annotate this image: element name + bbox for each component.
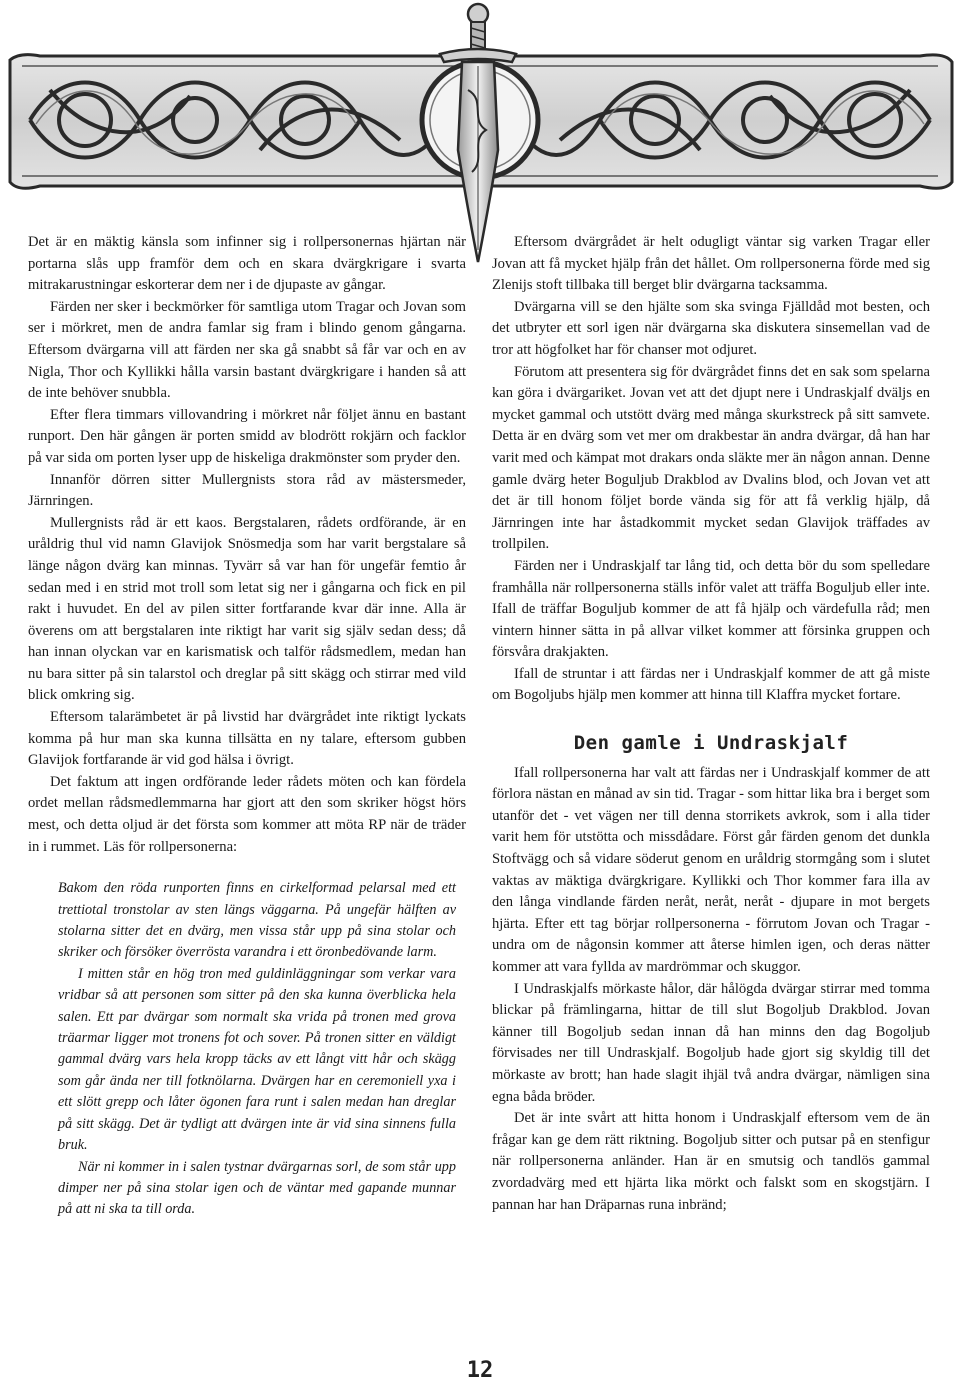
body-paragraph: Ifall de struntar i att färdas ner i Undraskjalf kommer de att gå miste om Bogoljubs hjälp men kommer att hinna till Klaffra mycket fortare.: [492, 665, 930, 704]
right-column: [492, 232, 930, 1216]
body-paragraph: Eftersom dvärgrådet är helt odugligt väntar sig varken Tragar eller Jovan att få mycket hjälp från det hållet. Om rollpersonerna förde med sig Zlenijs stoft tillbaka till berget blir dvärgarna tacksamma.: [492, 234, 930, 294]
knotwork-banner-illustration: [0, 0, 960, 270]
body-paragraph: Färden ner sker i beckmörker för samtliga utom Tragar och Jovan som ser i mörkret, men de andra famlar sig fram i blindo genom gångarna. Eftersom dvärgarna vill att färden ner ska gå snabbt så får var och en av Nigla, Thor och Kyllikki hålla varsin bastant dvärgkrigare i handen så att de inte behöver snubbla.: [28, 298, 466, 402]
body-paragraph: I Undraskjalfs mörkaste hålor, där hålögda dvärgar stirrar med tomma blickar på främlingarna, hittar de till slut Bogoljub Drakblod. Jovan känner till Bogoljub sedan innan då han minns den dag Bogoljub förvisades ner till Undraskjalf. Bogoljub hade gjort sig skyldig till det mörkaste av brott; han hade slagit ihjäl två andra dvärgar, nämligen sina egna båda bröder.: [492, 980, 930, 1105]
body-paragraph: Färden ner i Undraskjalf tar lång tid, och detta bör du som spelledare framhålla när rollpersonerna ställs inför valet att träffa Boguljub eller inte. Ifall de träffar Boguljub kommer de att få hjälp och värdefulla råd; men vintern hinner sätta in på allvar vilket kommer att försinka gruppen och försvåra drakjakten.: [492, 557, 930, 661]
left-column: [28, 232, 466, 1221]
body-paragraph: Efter flera timmars villovandring i mörkret når följet ännu en bastant runport. Den här gången är porten smidd av blodrött rokjärn och facklor på var sida om porten lyser upp de hiskeliga drakmönster som pryder den.: [28, 406, 466, 466]
body-paragraph: Det är inte svårt att hitta honom i Undraskjalf eftersom vem de än frågar kan ge dem rätt riktning. Bogoljub sitter och putsar på en stenfigur när rollpersonerna anländer. Han är en smutsig och tandlös gammal zvordadvärg med ett hjärta lika mörkt och falskt som en skogstjärn. I pannan har han Dräparnas runa inbränd;: [492, 1110, 930, 1213]
body-paragraph: Förutom att presentera sig för dvärgrådet finns det en sak som spelarna kan göra i dvärgariket. Jovan vet att det djupt nere i Undraskjalf dväljs en mycket gammal och utstött dvärg med många skurkstreck på sitt samvete. Detta är en dvärg som vet mer om drakbestar än andra dvärgar, då han har varit med och kämpat mot drakars onda släkte mer än någon annan. Denne gamle dvärg heter Boguljub Drakblod av Dvalins blod, och Jovan vet att det är till honom följet borde vända sig för att få verklig hjälp, då Järnringen inte har åstadkommit mycket sedan Glavijok träffades av trollpilen.: [492, 363, 930, 553]
body-paragraph: Dvärgarna vill se den hjälte som ska svinga Fjälldåd mot besten, och det utbryter ett sorl igen när dvärgarna ska diskutera sinsemellan vad de tror att högfolket har för chanser mot odjuret.: [492, 298, 930, 358]
section-heading: Den gamle i Undraskjalf: [573, 732, 849, 755]
read-aloud-box: [28, 878, 466, 1221]
body-paragraph: Eftersom talarämbetet är på livstid har dvärgrådet inte riktigt lyckats komma på hur man ska kunna tillsätta en ny talare, eftersom gubben Glavijok fortfarande är vid god hälsa i övrigt.: [28, 709, 466, 769]
body-paragraph: Det faktum att ingen ordförande leder rådets möten och kan fördela ordet mellan rådsmedlemmarna har gjort att den som skriker högst hörs mest, och detta oljud är det första som kommer att möta RP när de träder in i rummet. Läs för rollpersonerna:: [28, 773, 466, 855]
body-paragraph: Mullergnists råd är ett kaos. Bergstalaren, rådets ordförande, är en uråldrig thul vid namn Glavijok Snösmedja som har varit bergstalare så länge någon dvärg kan minnas. Tyvärr så var han för ungefär femtio år sedan med i en strid mot troll som letat sig ner i gångarna och fick en pil rakt i huvudet. En del av pilen sitter fortfarande kvar där inne. Alla är överens om att bergstalaren inte riktigt har varit sig själv sedan dess; då han innan olyckan var en karismatisk och talför rådsmedlem, medan han nu bara sitter på sin talarstol och dreglar på sitt skägg och stirrar med vild blick omkring sig.: [28, 514, 466, 704]
read-aloud-paragraph: Bakom den röda runporten finns en cirkelformad pelarsal med ett trettiotal tronstolar av sten längs väggarna. På ungefär hälften av stolarna sitter det en dvärg, men vissa står upp på sina stolar och skriker och försöker överrösta varandra i ett öronbedövande larm.: [58, 880, 456, 961]
page-number: 12: [466, 1358, 494, 1383]
read-aloud-paragraph: När ni kommer in i salen tystnar dvärgarnas sorl, de som står upp dimper ner på sina stolar igen och de väntar med gapande munnar på att ni ska ta till orda.: [58, 1158, 456, 1218]
read-aloud-paragraph: I mitten står en hög tron med guldinläggningar som verkar vara vridbar så att personen som sitter på den ska kunna överblicka hela salen. Ett par dvärgar som normalt ska vrida på tronen med grova träarmar ligger mot tronens fot och sover. På tronen sitter en väldigt gammal dvärg vars hela kropp täcks av ett långt vitt hår och skägg som går ända ner till fotknölarna. Dvärgen har en ceremoniell yxa i ett slött grepp och låter ögonen fara runt i salen medan han dreglar på sitt skägg. Det är tydligt att dvärgen inte är vid sina sinnens fulla bruk.: [58, 965, 456, 1154]
body-paragraph: Innanför dörren sitter Mullergnists stora råd av mästersmeder, Järnringen.: [28, 471, 466, 510]
body-paragraph: Det är en mäktig känsla som infinner sig i rollpersonernas hjärtan när portarna slås upp framför dem och en skara dvärgkrigare i svarta mitrakarustningar eskorterar dem ner i de djupaste av gångar.: [28, 234, 466, 294]
body-paragraph: Ifall rollpersonerna har valt att färdas ner i Undraskjalf kommer de att förlora nästan en månad av sin tid. Tragar - som hittar lika bra i berget som utanför det - vet vägen ner till denna storrikets avkrok, som i alla tider varit hem för utstötta och missdådare. Först går färden genom det dunkla Stoftvägg och så vidare söderut genom en uråldrig stormgång som i slutet vaktas av mäktiga dvärgkrigare. Kyllikki och Thor kommer fara illa av den långa vindlande färden neråt, neråt, neråt - djupare in mot bergets hjärta. Efter ett tag börjar rollpersonerna - förrutom Jovan och Tragar - undra om de någonsin kommer att återse himlen igen, och deras nätter kommer att vara fyllda av mardrömmar och skuggor.: [492, 764, 930, 975]
